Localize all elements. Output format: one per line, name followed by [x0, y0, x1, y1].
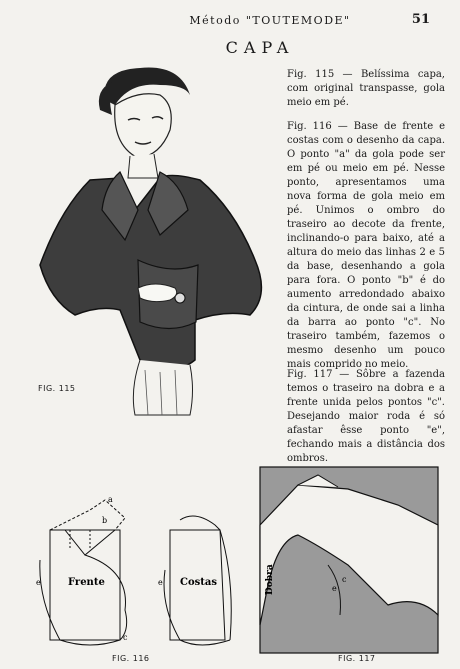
- fig115-paragraph: [287, 68, 445, 110]
- fig117-point-c-label: c: [342, 575, 347, 584]
- fig115-caption: FIG. 115: [38, 384, 76, 393]
- point-a-label: a: [108, 495, 113, 504]
- gloved-hand: [138, 284, 177, 302]
- fig115-text: Fig. 115 — Belíssima capa, com original transpasse, gola meio em pé.: [287, 69, 445, 108]
- back-label: Costas: [180, 577, 217, 588]
- fig117-caption: FIG. 117: [338, 654, 376, 663]
- fig117-point-e-label: e: [332, 584, 337, 593]
- front-label: Frente: [68, 577, 105, 588]
- section-title: CAPA: [225, 38, 295, 57]
- fig117-fabric-layout: [258, 465, 440, 655]
- fig116-text: Fig. 116 — Base de frente e costas com o desenho da capa. O ponto "a" da gola pode ser em pé ou meio em pé. Nesse ponto, apresentamos uma nova forma de gola meio em pé. Unimos o ombro do traseiro ao decote da frente, inclinando-o para baixo, até a altura do meio das linhas 2 e 5 da base, desenhando a gola para fora. O ponto "b" é do aumento arredondado abaixo da cintura, de onde sai a linha da barra ao ponto "c". No traseiro também, fazemos o mesmo desenho um pouco mais comprido no meio.: [287, 121, 445, 370]
- fig116-paragraph: [287, 120, 445, 372]
- page-number: 51: [411, 12, 430, 27]
- face: [115, 94, 172, 158]
- running-head: Método "TOUTEMODE": [189, 14, 351, 27]
- fig116-caption: FIG. 116: [112, 654, 150, 663]
- point-c-label: c: [123, 633, 128, 642]
- point-b-label: b: [102, 516, 108, 525]
- cape-illustration: [20, 60, 280, 420]
- fold-label: Dobra: [265, 564, 275, 595]
- fig116-pattern-diagram: [30, 490, 240, 650]
- back-point-e-label: e: [158, 578, 163, 587]
- front-point-e-label: e: [36, 578, 41, 587]
- fig117-paragraph: [287, 368, 445, 466]
- fig117-text: Fig. 117 — Sôbre a fazenda temos o traseiro na dobra e a frente unida pelos pontos "c". Desejando maior roda é só afastar êsse ponto "e", fechando mais a distância dos ombros.: [287, 369, 445, 464]
